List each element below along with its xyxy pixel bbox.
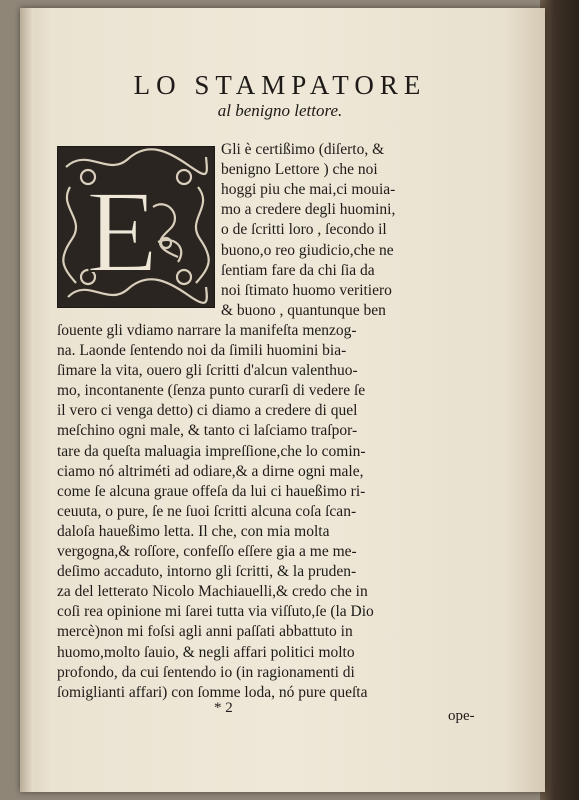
text-line: ceuuta, o pure, ſe ne ſuoi ſcritti alcuna coſa ſcan-	[57, 502, 357, 520]
text-line: ciamo nó altriméti ad odiare,& a dirne ogni male,	[57, 462, 364, 480]
text-line: coſi rea opinione mi ſarei tutta via viſſuto,ſe (la Dio	[57, 603, 374, 621]
text-line: hoggi piu che mai,ci mouia-	[221, 181, 396, 199]
ornament-icon	[58, 147, 214, 307]
text-line: mercè)non mi foſsi agli anni paſſati abbattuto in	[57, 623, 353, 641]
text-line: & buono , quantunque ben	[221, 301, 386, 319]
text-line: Gli è certißimo (diſerto, &	[221, 141, 385, 158]
initial-letter: E	[85, 166, 159, 297]
text-line: huomo,molto ſauio, & negli affari politici molto	[57, 643, 355, 661]
text-line: mo a credere degli huomini,	[221, 201, 396, 219]
text-line: tare da queſta maluagia impreſſione,che lo comin-	[57, 442, 366, 460]
text-line: il vero ci venga detto) ci diamo a credere di quel	[57, 402, 358, 420]
page-heading: LO STAMPATORE	[133, 70, 427, 100]
page-gutter	[20, 8, 34, 792]
text-line: na. Laonde ſentendo noi da ſimili huomini bia-	[57, 342, 347, 359]
decorated-initial	[57, 146, 215, 308]
text-line: profondo, da cui ſentendo io (in ragionamenti di	[57, 663, 355, 681]
book-page	[20, 8, 545, 792]
page-subheading: al benigno lettore.	[217, 101, 343, 120]
signature-mark: * 2	[214, 700, 233, 716]
text-line: noi ſtimato huomo veritiero	[221, 281, 392, 299]
text-line: vergogna,& roſſore, confeſſo eſſere gia a me me-	[57, 543, 357, 560]
text-line: za del letterato Nicolo Machiauelli,& credo che in	[57, 583, 368, 601]
text-line: ſouente gli vdiamo narrare la manifeſta menzog-	[57, 321, 357, 339]
text-line: deſimo accaduto, intorno gli ſcritti, & la pruden-	[57, 563, 357, 581]
text-line: mo, incontanente (ſenza punto curarſi di vedere ſe	[57, 382, 366, 400]
text-line: meſchino ogni male, & tanto ci laſciamo traſpor-	[57, 422, 358, 440]
catchword: ope-	[448, 708, 475, 724]
text-line: ſomiglianti affari) con ſomme loda, nó pure queſta	[57, 683, 368, 701]
book-cover-edge	[540, 0, 579, 800]
text-line: ſentiam fare da chi ſia da	[221, 261, 375, 279]
text-line: daloſa haueßimo letta. Il che, con mia molta	[57, 522, 330, 540]
text-line: benigno Lettore ) che noi	[221, 161, 378, 179]
text-line: o de ſcritti loro , ſecondo il	[221, 221, 387, 239]
text-line: ſimare la vita, ouero gli ſcritti d'alcun valenthuo-	[57, 362, 358, 380]
text-line: come ſe alcuna graue offeſa da lui ci haueßimo ri-	[57, 482, 366, 500]
text-line: buono,o reo giudicio,che ne	[221, 241, 394, 259]
